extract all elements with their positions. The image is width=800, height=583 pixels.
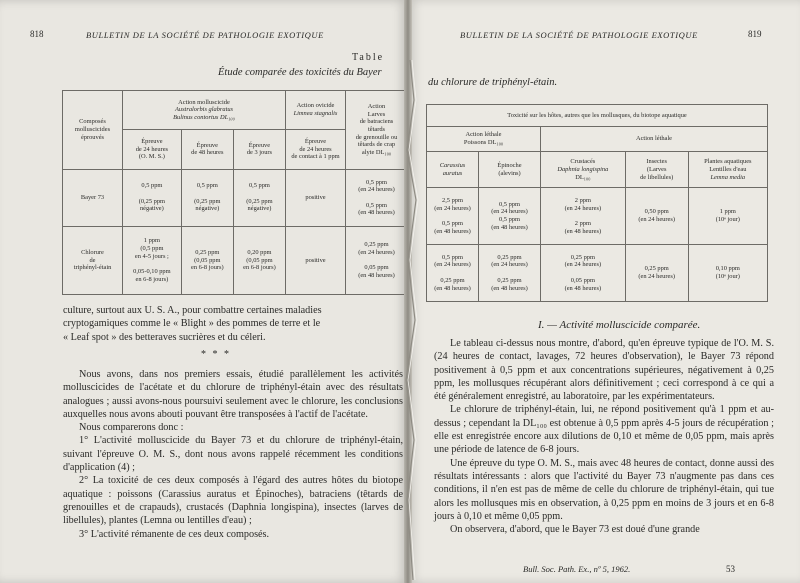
paragraph: Le tableau ci-dessus nous montre, d'abord, qu'en épreuve typique de l'O. M. S. (24 heures de contact, lavages, 72 heures d'observation), le Bayer 73 répond positivement à 0,5 ppm et aux concentrations supérieures, négativement à 0,25 ppm, les mollusques récupérant alors définitivement ; ceci correspond à ce qui a été généralement enregistré, au laboratoire, par les expérimentateurs. — [434, 338, 774, 403]
list-item: 1° L'activité molluscicide du Bayer 73 et du chlorure de triphényl-étain, suivant l'épreuve O. M. S., dont nous avons rappelé récemment les conditions d'application (4) ; — [63, 435, 403, 474]
header-48h: Épreuve de 48 heures — [181, 130, 233, 169]
header-plants: Plantes aquatiques Lentilles d'eau Lemna media — [688, 152, 767, 188]
left-running-header: BULLETIN DE LA SOCIÉTÉ DE PATHOLOGIE EXOTIQUE — [86, 30, 324, 40]
header-batracians: Action Larves de batraciens têtards de grenouille ou têtards de crap alyte DL₁₀₀ — [346, 91, 408, 170]
table-row: 2,5 ppm (en 24 heures) 0,5 ppm (en 48 heures) 0,5 ppm (en 24 heures) 0,5 ppm (en 48 heures) 2 ppm (en 24 heures) 2 ppm (en 48 heures) 0,50 ppm (en 24 heures) 1 ppm (10ᵉ jour) — [427, 188, 768, 245]
header-lethal: Action léthale — [541, 127, 768, 152]
body-text-left — [63, 368, 403, 541]
row-label-chlorure: Chlorure de triphényl-étain — [63, 226, 123, 294]
right-running-header: BULLETIN DE LA SOCIÉTÉ DE PATHOLOGIE EXOTIQUE — [460, 30, 698, 40]
paragraph: Nous avons, dans nos premiers essais, étudié parallèlement les activités molluscicides de l'acétate et du chlorure de triphényl-étain avec des résultats analogues ; aussi avons-nous poursuivi seulement avec le chlorure, les conclusions auxquelles nous avons abouti pouvant être transposées à l'actif de l'acétate. — [63, 369, 403, 420]
list-item: 2° La toxicité de ces deux composés à l'égard des autres hôtes du biotope aquatique : poissons (Carassius auratus et Épinoches), batraciens (têtards de grenouilles et de crapauds), crustacés (Daphnia longispina), insectes (larves de libellules), plantes (Lemna ou lentilles d'eau) ; — [63, 475, 403, 527]
header-compounds: Composés molluscicides éprouvés — [63, 91, 123, 170]
header-molluscicide: Action molluscicide Australorbis glabratus Bulinus contortus DL₁₀₀ — [123, 91, 286, 130]
body-text-right — [434, 337, 774, 536]
right-table-title: Toxicité sur les hôtes, autres que les mollusques, du biotope aquatique — [427, 105, 768, 127]
body-continuation: culture, surtout aux U. S. A., pour combattre certaines maladies cryptogamiques comme le « Blight » des pommes de terre et le « Leaf spot » des betteraves sucrières et du céleri. — [63, 305, 322, 343]
header-epinoche: Épinoche (alevins) — [479, 152, 541, 188]
header-insects: Insectes (Larves de libellules) — [625, 152, 688, 188]
footer-sheet-number: 53 — [726, 564, 735, 574]
paragraph: Le chlorure de triphényl-étain, lui, ne répond positivement qu'à 1 ppm et au-dessus ; cependant la DL₁₀₀ est obtenue à 0,5 ppm après 4-5 jours de récupération ; elle est enregistrée encore aux dilutions de 0,10 et même de 0,05 ppm, mais après une période de latence de 6-8 jours. — [434, 404, 774, 456]
header-lethal-fish: Action léthale Poissons DL₁₀₀ — [427, 127, 541, 152]
left-page-number: 818 — [30, 29, 44, 39]
row-label-bayer: Bayer 73 — [63, 169, 123, 226]
header-24h: Épreuve de 24 heures (O. M. S.) — [123, 130, 182, 169]
header-3j: Épreuve de 3 jours — [233, 130, 285, 169]
book-gutter — [404, 0, 412, 583]
list-item: 3° L'activité rémanente de ces deux composés. — [79, 528, 270, 540]
section-separator-stars: * * * — [201, 349, 231, 360]
header-carassius: Carassius auratus — [427, 152, 479, 188]
section-title: I. — Activité molluscicide comparée. — [538, 319, 701, 331]
footer-citation: Bull. Soc. Path. Ex., nº 5, 1962. — [523, 564, 631, 574]
paragraph: Une épreuve du type O. M. S., mais avec 48 heures de contact, donne aussi des résultats intéressants : alors que l'activité du Bayer 73 n'augmente pas dans ces conditions, il n'en est pas de même de celle du chlorure de triphényl-étain, qui tue alors les mollusques mis en observation, à 0,25 ppm en moins de 3 jours et en 6-8 jours à 0,10 et même 0,05 ppm. — [434, 457, 774, 522]
right-toxicity-table — [426, 104, 768, 302]
table-row: Chlorure de triphényl-étain 1 ppm (0,5 ppm en 4-5 jours ; 0,05-0,10 ppm en 6-8 jours) 0,25 ppm (0,05 ppm en 6-8 jours) 0,20 ppm (0,05 ppm en 6-8 jours) positive 0,25 ppm (en 24 heures) 0,05 ppm (en 48 heures) — [63, 226, 408, 294]
table-caption-left: Étude comparée des toxicités du Bayer — [218, 67, 382, 78]
paragraph: Nous comparerons donc : — [79, 422, 184, 434]
table-row: Bayer 73 0,5 ppm (0,25 ppm négative) 0,5 ppm (0,25 ppm négative) 0,5 ppm (0,25 ppm négative) positive 0,5 ppm (en 24 heures) 0,5 ppm (en 48 heures) — [63, 169, 408, 226]
table-row: 0,5 ppm (en 24 heures) 0,25 ppm (en 48 heures) 0,25 ppm (en 24 heures) 0,25 ppm (en 48 heures) 0,25 ppm (en 24 heures) 0,05 ppm (en 48 heures) 0,25 ppm (en 24 heures) 0,10 ppm (10ᵉ jour) — [427, 245, 768, 302]
right-page-number: 819 — [748, 29, 762, 39]
header-ovicide-test: Épreuve de 24 heures de contact à 1 ppm — [286, 130, 346, 169]
table-heading: Table — [352, 52, 385, 63]
left-toxicity-table — [62, 90, 408, 295]
header-ovicide: Action ovicide Limnea stagnalis — [286, 91, 346, 130]
header-crustaceans: Crustacés Daphnia longispina DL₁₀₀ — [541, 152, 626, 188]
table-caption-right: du chlorure de triphényl-étain. — [428, 77, 558, 88]
right-page — [408, 0, 800, 583]
paragraph: On observera, d'abord, que le Bayer 73 est doué d'une grande — [450, 524, 700, 536]
